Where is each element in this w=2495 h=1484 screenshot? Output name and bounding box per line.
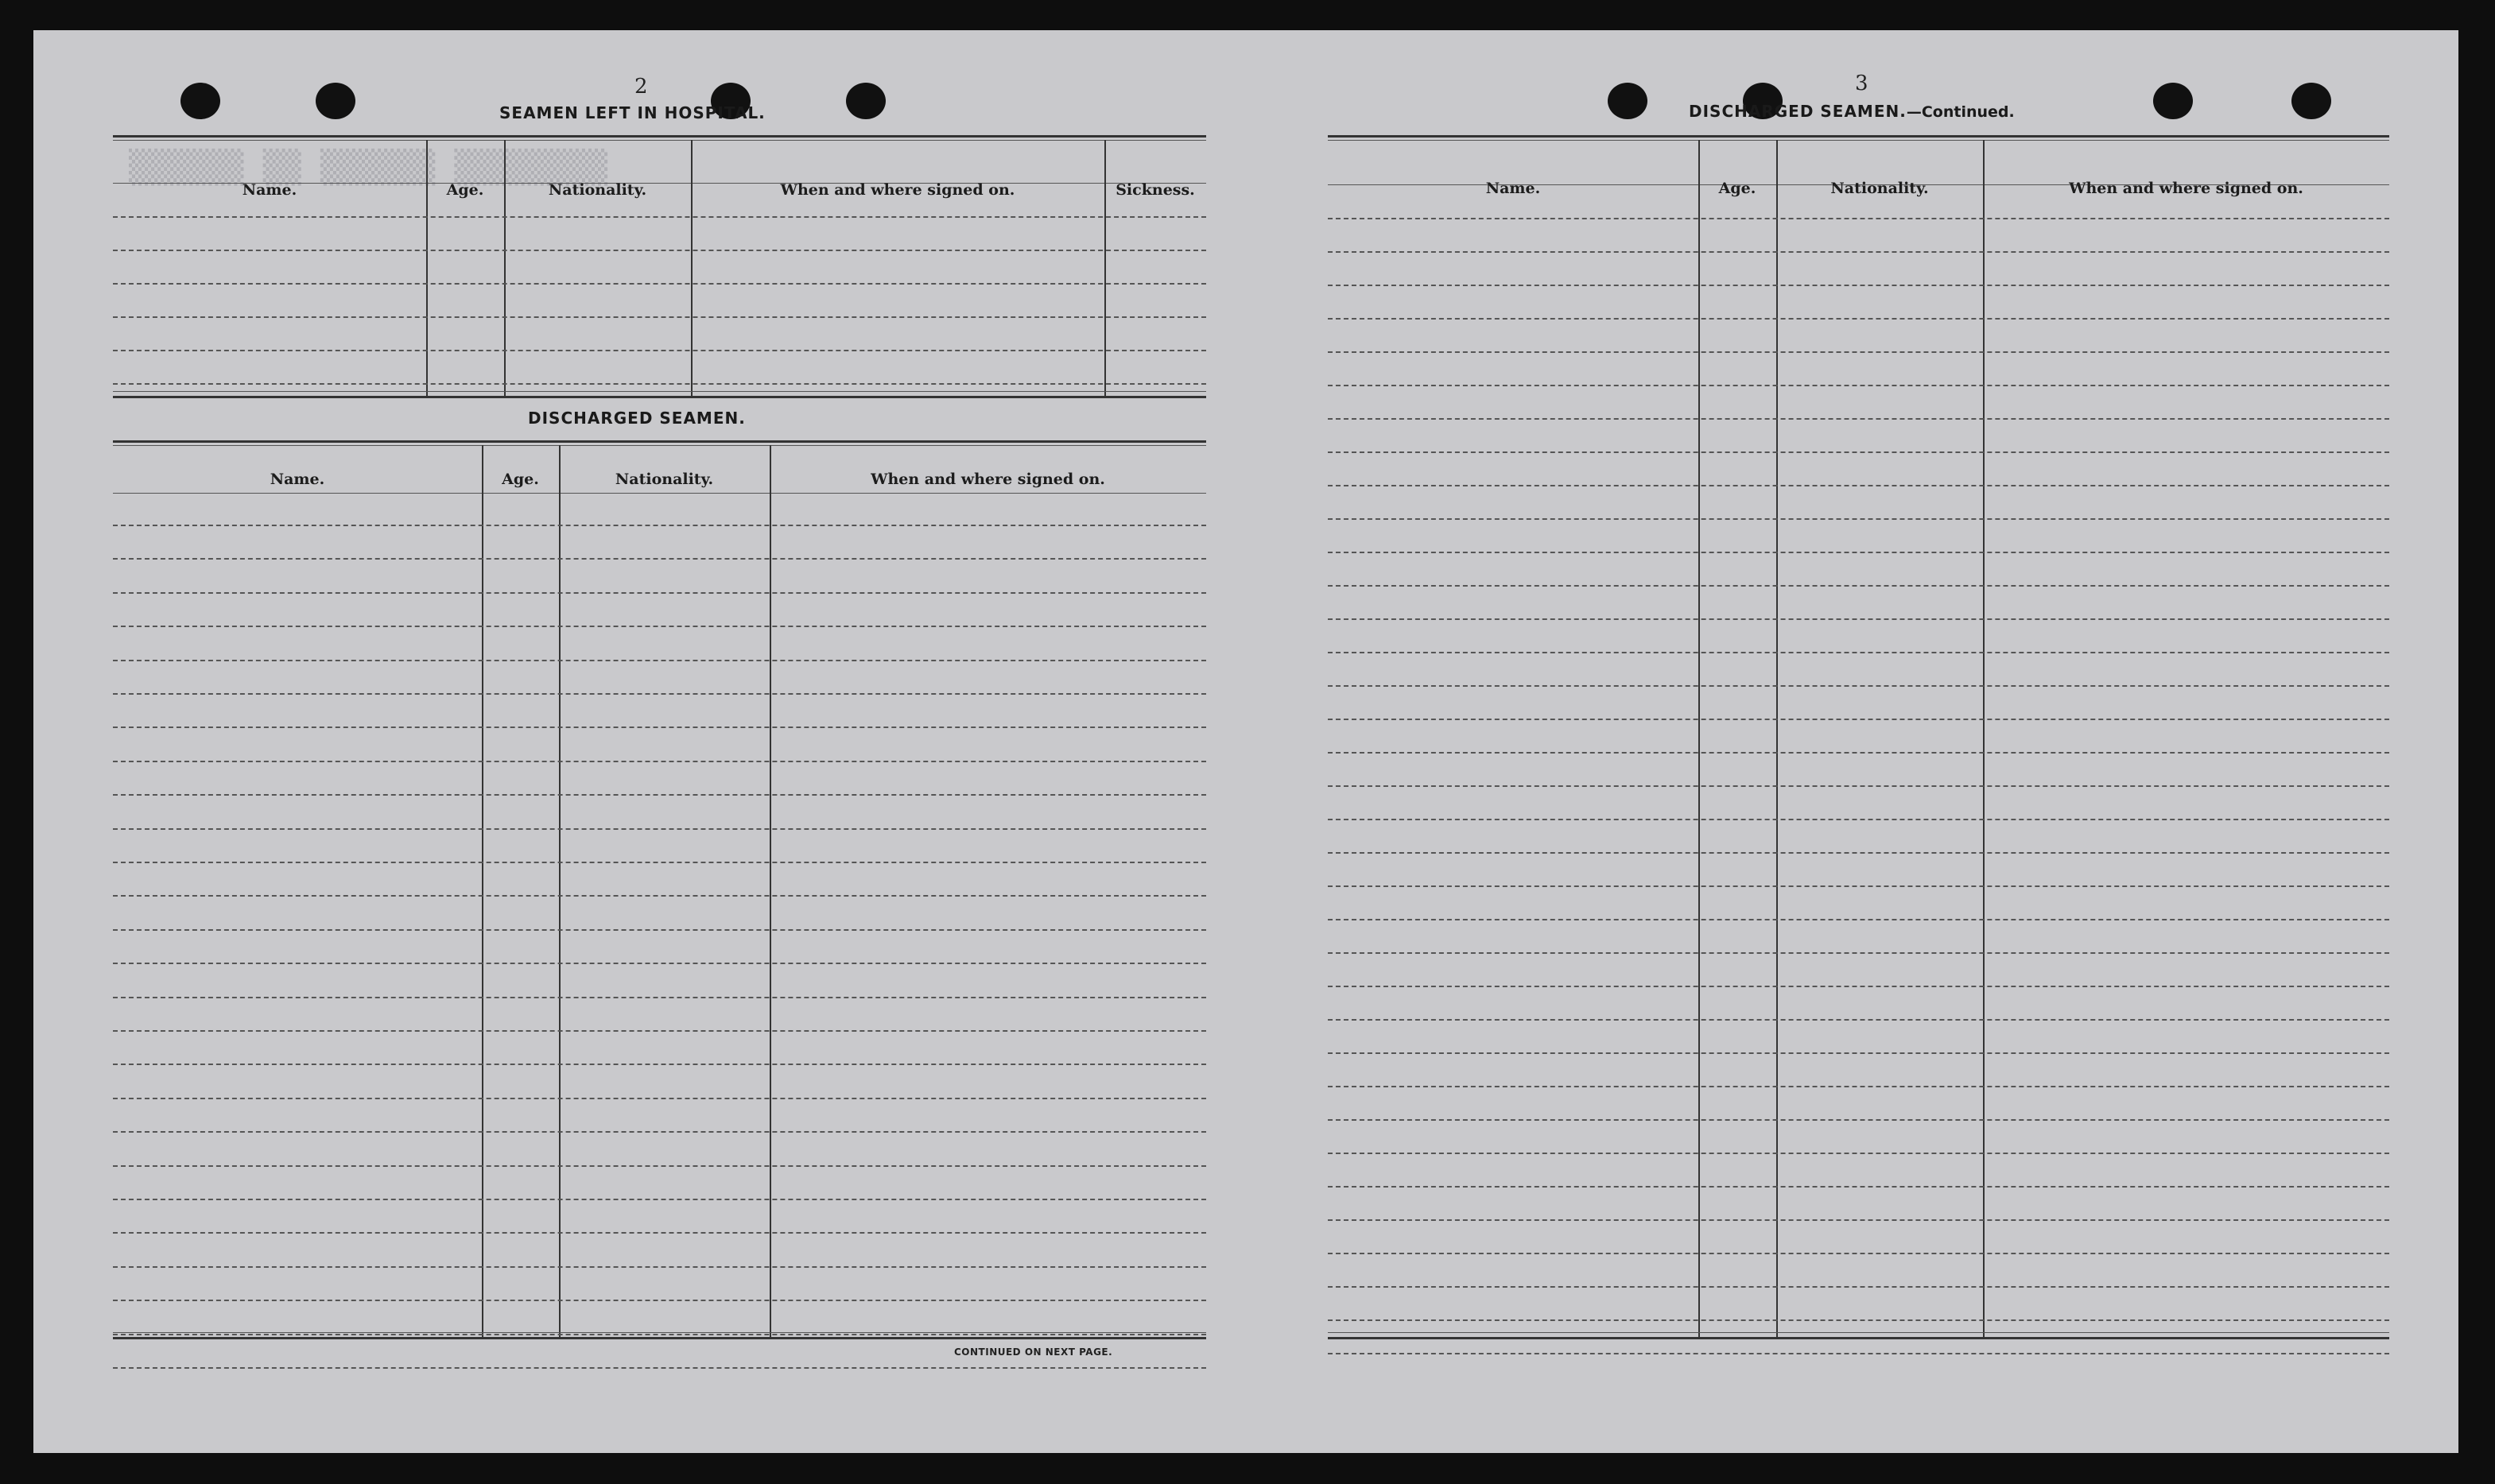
table-row-rule [113,1165,1206,1167]
table-row-rule [1328,285,2389,286]
left-page [33,30,1306,1453]
bleed-through-text: ▒▒▒▒▒▒ ▒▒ ▒▒▒▒▒▒ ▒▒▒▒▒▒▒▒ [129,149,608,186]
table-row-rule [113,1334,1206,1335]
column-header-nationality: Nationality. [615,471,714,488]
title-suffix: —Continued. [1906,103,2015,121]
table-row-rule [113,316,1206,318]
punch-hole [846,83,886,119]
punch-hole [316,83,355,119]
table-row-rule [1328,318,2389,320]
table-row-rule [1328,685,2389,687]
table-row-rule [1328,952,2389,954]
column-header-age: Age. [1718,180,1756,197]
table-row-rule [1328,785,2389,787]
punch-hole [2153,83,2193,119]
table-row-rule [1328,1086,2389,1087]
right-page [1306,30,2458,1453]
table-row-rule [113,660,1206,661]
table-row-rule [1328,919,2389,920]
table-row-rule [1328,518,2389,520]
table-row-rule [113,693,1206,695]
table-row-rule [1328,585,2389,587]
punch-hole [1608,83,1647,119]
table-row-rule [113,1064,1206,1065]
column-header-when-where: When and where signed on. [871,471,1105,488]
table-row-rule [113,1367,1206,1369]
page-number: 3 [1855,72,1868,95]
table-row-rule [1328,451,2389,453]
discharged-continued-title [1689,102,2015,121]
table-row-rule [1328,1353,2389,1354]
table-row-rule [1328,1253,2389,1254]
hospital-table-title: SEAMEN LEFT IN HOSPITAL. [499,103,766,122]
table-row-rule [113,895,1206,897]
table-row-rule [113,794,1206,796]
column-header-when-where: When and where signed on. [780,181,1015,199]
table-row-rule [1328,1186,2389,1188]
table-row-rule [113,997,1206,998]
table-row-rule [1328,986,2389,987]
table-row-rule [113,862,1206,863]
table-row-rule [1328,885,2389,887]
discharged-table-right [1328,135,2389,1337]
table-row-rule [113,592,1206,594]
punch-hole [2291,83,2331,119]
table-row-rule [1328,1319,2389,1321]
table-row-rule [113,525,1206,526]
table-row-rule [1328,1286,2389,1288]
table-row-rule [1328,618,2389,620]
column-header-sickness: Sickness. [1116,181,1195,199]
column-header-when-where: When and where signed on. [2069,180,2303,197]
table-row-rule [1328,351,2389,353]
table-row-rule [1328,251,2389,253]
table-row-rule [113,283,1206,285]
table-row-rule [1328,1052,2389,1054]
table-row-rule [113,383,1206,385]
table-row-rule [113,558,1206,560]
table-row-rule [1328,1019,2389,1021]
table-row-rule [1328,1153,2389,1154]
table-row-rule [113,250,1206,251]
table-row-rule [1328,218,2389,219]
discharged-table-left [113,440,1206,1337]
column-header-age: Age. [502,471,539,488]
page-number: 2 [634,75,648,99]
table-row-rule [1328,719,2389,720]
discharged-table-title: DISCHARGED SEAMEN. [528,409,746,428]
title-main: DISCHARGED SEAMEN. [1689,102,1907,121]
column-header-nationality: Nationality. [1830,180,1929,197]
document-sheet [33,30,2458,1453]
table-row-rule [1328,852,2389,854]
table-row-rule [113,1098,1206,1099]
table-row-rule [113,1266,1206,1268]
table-row-rule [1328,418,2389,420]
table-row-rule [1328,1219,2389,1221]
table-row-rule [113,1131,1206,1133]
table-row-rule [1328,752,2389,754]
column-header-name: Name. [1485,180,1541,197]
table-row-rule [113,1300,1206,1301]
column-header-nationality: Nationality. [548,181,647,199]
table-row-rule [1328,385,2389,386]
table-row-rule [113,350,1206,351]
table-row-rule [113,828,1206,830]
table-row-rule [113,1232,1206,1234]
table-row-rule [113,626,1206,627]
column-header-age: Age. [446,181,484,199]
column-header-name: Name. [270,471,325,488]
table-row-rule [113,727,1206,728]
table-row-rule [113,963,1206,964]
column-header-name: Name. [242,181,297,199]
table-row-rule [113,761,1206,762]
table-row-rule [113,1199,1206,1200]
table-row-rule [1328,485,2389,486]
table-row-rule [113,929,1206,931]
table-row-rule [1328,1119,2389,1121]
table-row-rule [1328,652,2389,653]
table-row-rule [113,216,1206,218]
continued-footnote: CONTINUED ON NEXT PAGE. [954,1346,1113,1358]
table-row-rule [1328,819,2389,820]
punch-hole [180,83,220,119]
table-row-rule [1328,552,2389,553]
table-row-rule [113,1030,1206,1032]
